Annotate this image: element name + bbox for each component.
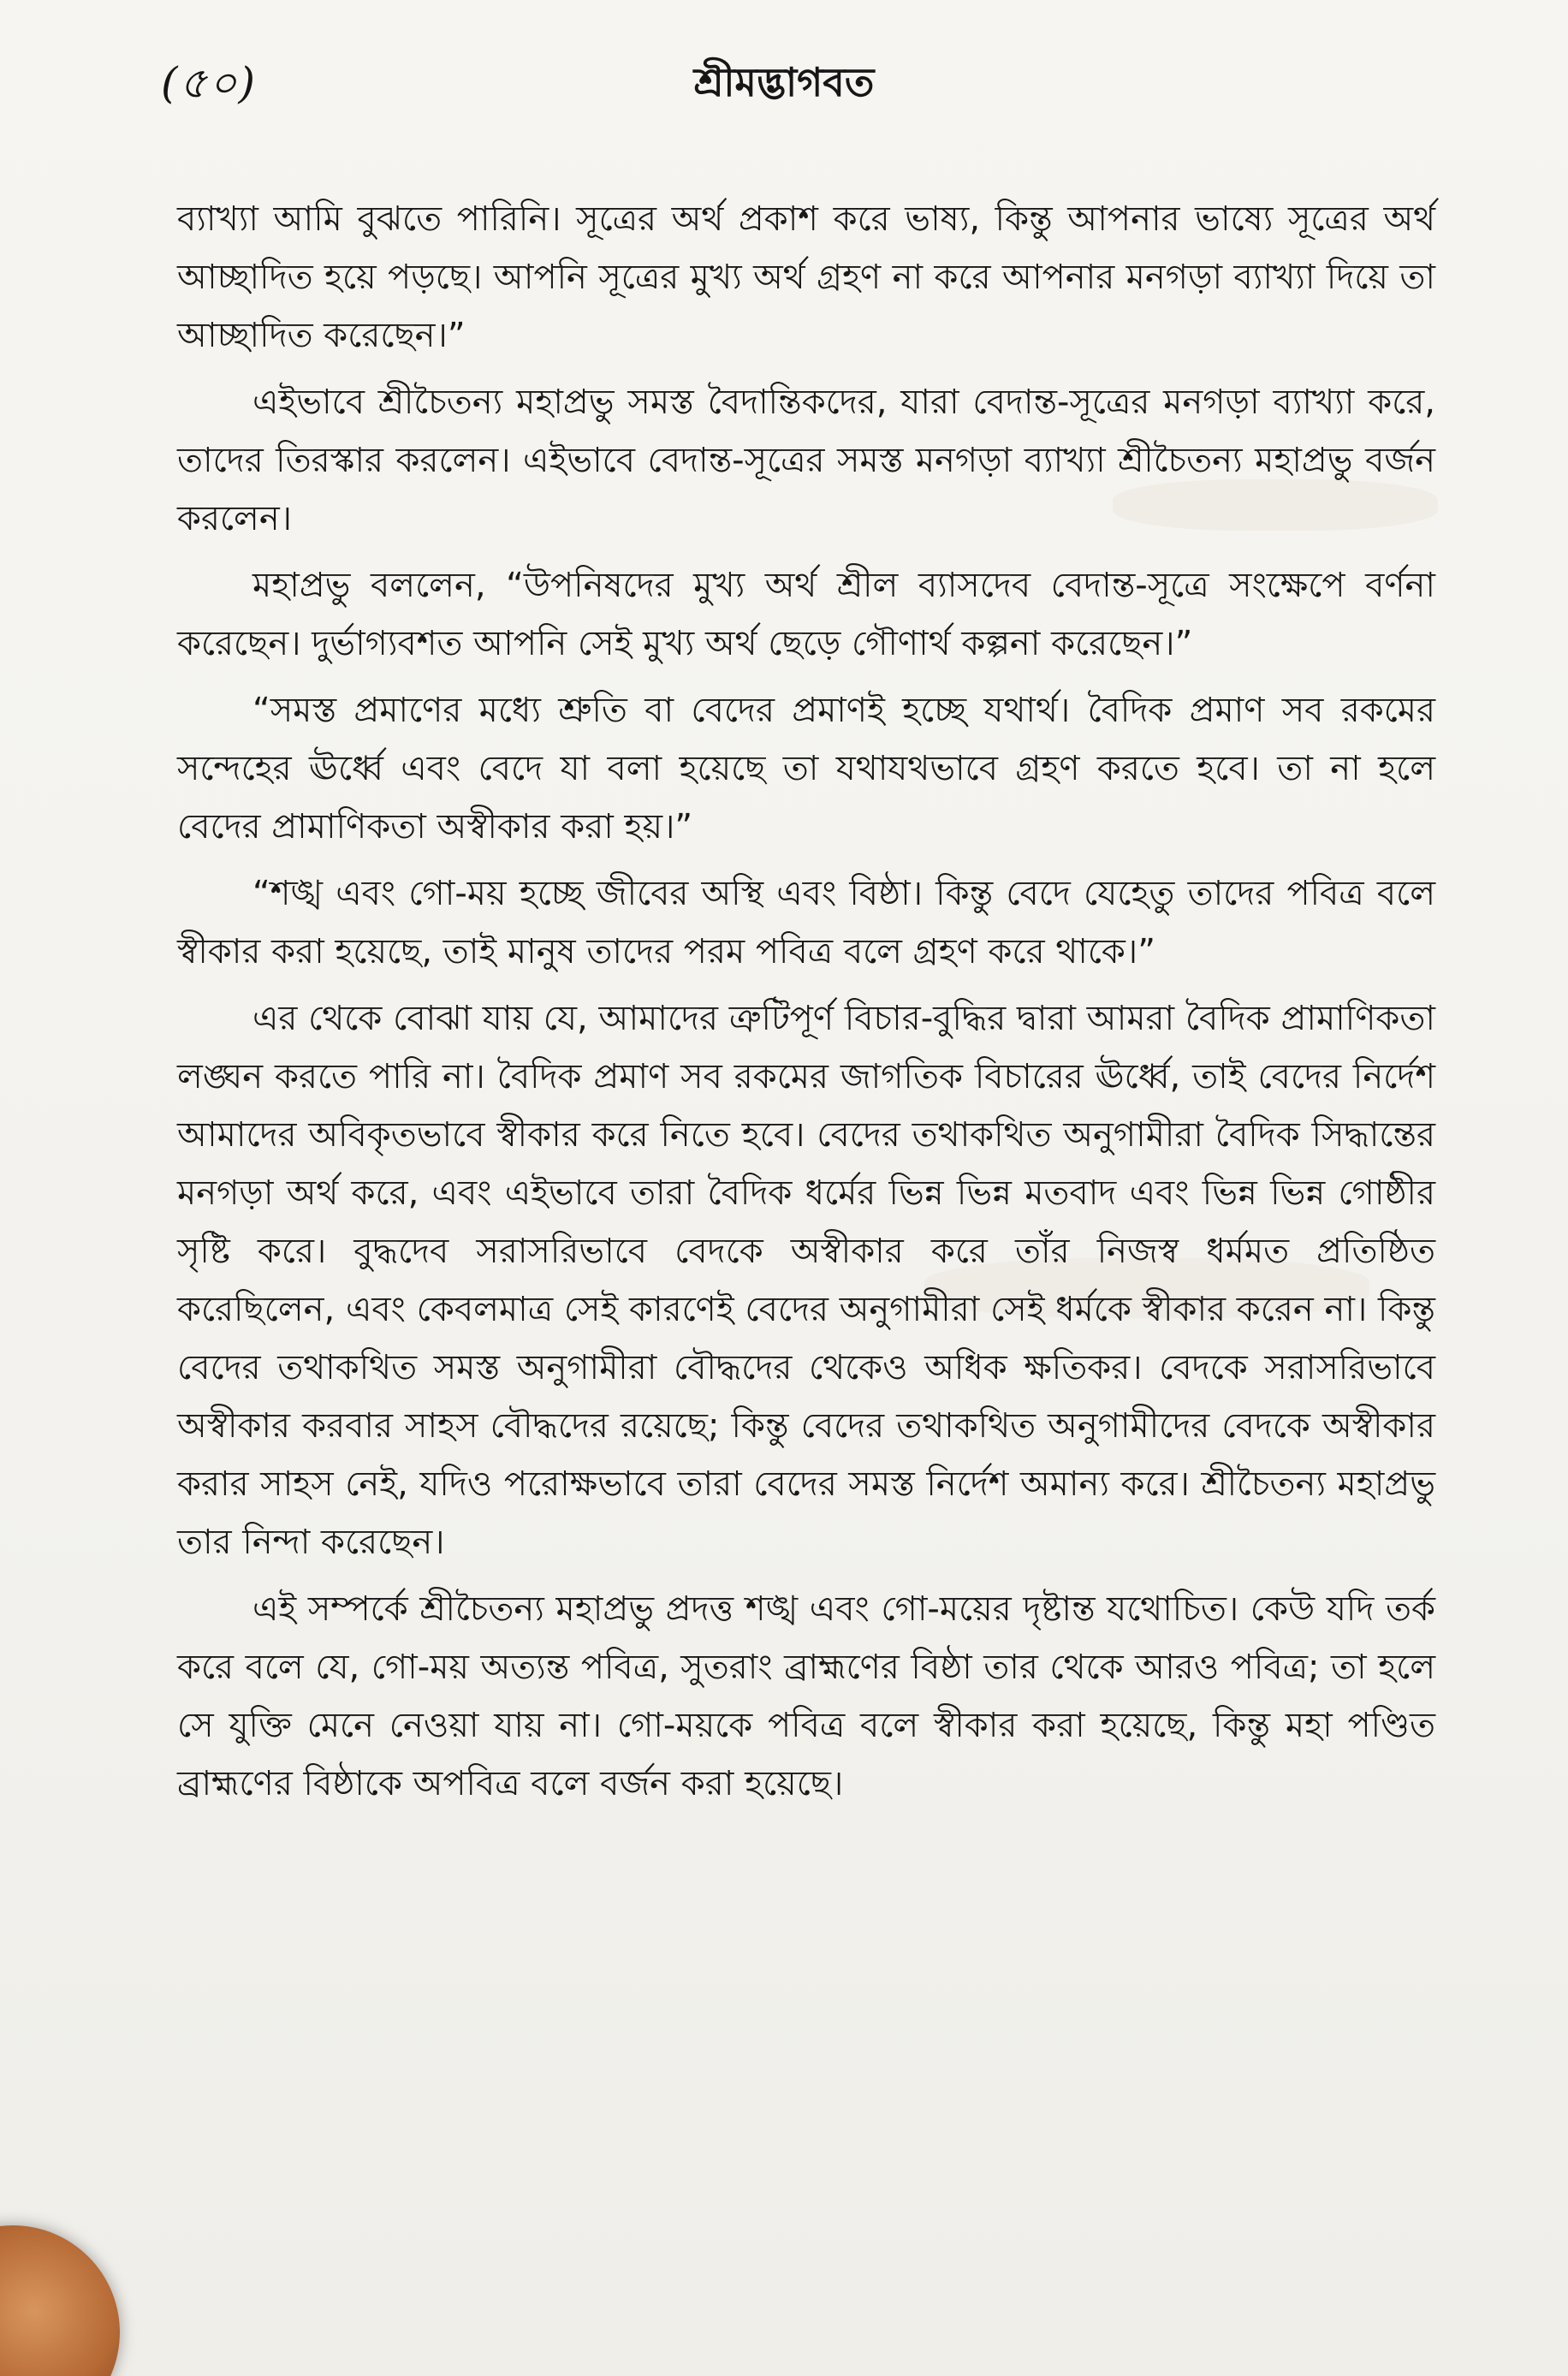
paragraph: ব্যাখ্যা আমি বুঝতে পারিনি। সূত্রের অর্থ প্রকাশ করে ভাষ্য, কিন্তু আপনার ভাষ্যে সূত্রের অর্থ আচ্ছাদিত হয়ে পড়ছে। আপনি সূত্রের মুখ্য অর্থ গ্রহণ না করে আপনার মনগড়া ব্যাখ্যা দিয়ে তা আচ্ছাদিত করেছেন।” xyxy=(177,199,1435,355)
running-title: শ্রীমদ্ভাগবত xyxy=(693,59,875,105)
paragraph: এর থেকে বোঝা যায় যে, আমাদের ত্রুটিপূর্ণ বিচার-বুদ্ধির দ্বারা আমরা বৈদিক প্রামাণিকতা লঙ্ঘন করতে পারি না। বৈদিক প্রমাণ সব রকমের জাগতিক বিচারের ঊর্ধ্বে, তাই বেদের নির্দেশ আমাদের অবিকৃতভাবে স্বীকার করে নিতে হবে। বেদের তথাকথিত অনুগামীরা বৈদিক সিদ্ধান্তের মনগড়া অর্থ করে, এবং এইভাবে তারা বৈদিক ধর্মের ভিন্ন ভিন্ন মতবাদ এবং ভিন্ন ভিন্ন গোষ্ঠীর সৃষ্টি করে। বুদ্ধদেব সরাসরিভাবে বেদকে অস্বীকার করে তাঁর নিজস্ব ধর্মমত প্রতিষ্ঠিত করেছিলেন, এবং কেবলমাত্র সেই কারণেই বেদের অনুগামীরা সেই ধর্মকে স্বীকার করেন না। কিন্তু বেদের তথাকথিত সমস্ত অনুগামীরা বৌদ্ধদের থেকেও অধিক ক্ষতিকর। বেদকে সরাসরিভাবে অস্বীকার করবার সাহস বৌদ্ধদের রয়েছে; কিন্তু বেদের তথাকথিত অনুগামীদের বেদকে অস্বীকার করার সাহস নেই, যদিও পরোক্ষভাবে তারা বেদের সমস্ত নির্দেশ অমান্য করে। শ্রীচৈতন্য মহাপ্রভু তার নিন্দা করেছেন। xyxy=(177,999,1435,1562)
paragraph: এইভাবে শ্রীচৈতন্য মহাপ্রভু সমস্ত বৈদান্তিকদের, যারা বেদান্ত-সূত্রের মনগড়া ব্যাখ্যা করে, তাদের তিরস্কার করলেন। এইভাবে বেদান্ত-সূত্রের সমস্ত মনগড়া ব্যাখ্যা শ্রীচৈতন্য মহাপ্রভু বর্জন করলেন। xyxy=(177,383,1435,538)
paragraph: এই সম্পর্কে শ্রীচৈতন্য মহাপ্রভু প্রদত্ত শঙ্খ এবং গো-ময়ের দৃষ্টান্ত যথোচিত। কেউ যদি তর্ক করে বলে যে, গো-ময় অত্যন্ত পবিত্র, সুতরাং ব্রাহ্মণের বিষ্ঠা তার থেকে আরও পবিত্র; তা হলে সে যুক্তি মেনে নেওয়া যায় না। গো-ময়কে পবিত্র বলে স্বীকার করা হয়েছে, কিন্তু মহা পণ্ডিত ব্রাহ্মণের বিষ্ঠাকে অপবিত্র বলে বর্জন করা হয়েছে। xyxy=(177,1589,1435,1803)
paragraph: “সমস্ত প্রমাণের মধ্যে শ্রুতি বা বেদের প্রমাণই হচ্ছে যথার্থ। বৈদিক প্রমাণ সব রকমের সন্দেহের ঊর্ধ্বে এবং বেদে যা বলা হয়েছে তা যথাযথভাবে গ্রহণ করতে হবে। তা না হলে বেদের প্রামাণিকতা অস্বীকার করা হয়।” xyxy=(177,691,1435,846)
coin-object xyxy=(0,2225,120,2376)
page-body xyxy=(177,190,1435,1813)
paragraph: “শঙ্খ এবং গো-ময় হচ্ছে জীবের অস্থি এবং বিষ্ঠা। কিন্তু বেদে যেহেতু তাদের পবিত্র বলে স্বীকার করা হয়েছে, তাই মানুষ তাদের পরম পবিত্র বলে গ্রহণ করে থাকে।” xyxy=(177,874,1435,971)
paragraph: মহাপ্রভু বললেন, “উপনিষদের মুখ্য অর্থ শ্রীল ব্যাসদেব বেদান্ত-সূত্রে সংক্ষেপে বর্ণনা করেছেন। দুর্ভাগ্যবশত আপনি সেই মুখ্য অর্থ ছেড়ে গৌণার্থ কল্পনা করেছেন।” xyxy=(177,566,1435,663)
page-header xyxy=(0,51,1568,120)
page-number: (৫০) xyxy=(161,58,257,108)
